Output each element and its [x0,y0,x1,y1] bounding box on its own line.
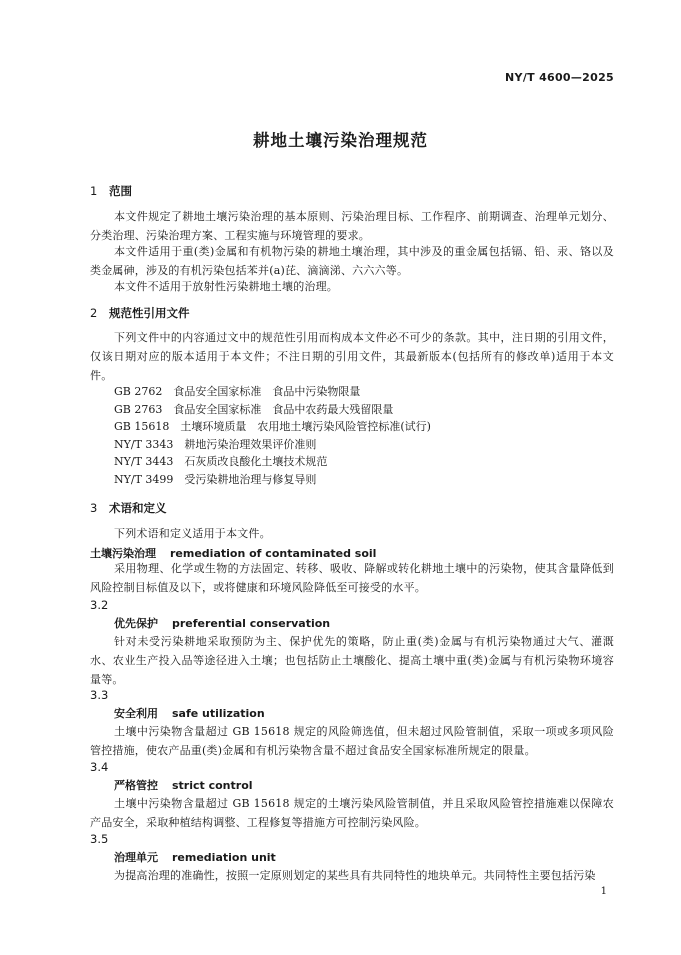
term-definition: 土壤中污染物含量超过 GB 15618 规定的风险筛选值，但未超过风险管制值，采取一项或多项风险管控措施，使农产品重(类)金属和有机污染物含量不超过食品安全国家标准所规定的限量。 [90,725,614,757]
section-title: 规范性引用文件 [109,306,190,320]
reference-item: GB 2763 食品安全国家标准 食品中农药最大残留限量 [114,403,394,416]
section-title: 术语和定义 [109,501,167,515]
term-english: remediation unit [172,851,276,864]
section-heading-terms [90,500,167,516]
paragraph: 下列术语和定义适用于本文件。 [114,527,271,540]
section-title: 范围 [109,184,132,198]
section-heading-scope [90,183,132,199]
paragraph: 本文件规定了耕地土壤污染治理的基本原则、污染治理目标、工作程序、前期调查、治理单元划分、分类治理、污染治理方案、工程实施与环境管理的要求。 [90,210,614,242]
reference-item: NY/T 3499 受污染耕地治理与修复导则 [114,473,317,486]
section-heading-normative-references [90,305,190,321]
term-english: remediation of contaminated soil [170,547,377,560]
paragraph: 下列文件中的内容通过文中的规范性引用而构成本文件必不可少的条款。其中，注日期的引用文件，仅该日期对应的版本适用于本文件；不注日期的引用文件，其最新版本(包括所有的修改单)适用于本文件。 [90,331,614,382]
section-number: 2 [90,306,98,320]
page-number: 1 [600,886,607,897]
term-chinese: 优先保护 [114,617,158,630]
term-chinese: 严格管控 [114,779,158,792]
reference-item: GB 2762 食品安全国家标准 食品中污染物限量 [114,385,361,398]
term-definition: 土壤中污染物含量超过 GB 15618 规定的土壤污染风险管制值，并且采取风险管控措施难以保障农产品安全，采取种植结构调整、工程修复等措施方可控制污染风险。 [90,797,614,829]
term-definition: 采用物理、化学或生物的方法固定、转移、吸收、降解或转化耕地土壤中的污染物，使其含量降低到风险控制目标值及以下，或将健康和环境风险降低至可接受的水平。 [90,562,614,594]
term-chinese: 土壤污染治理 [90,547,156,560]
term-entry [114,615,330,631]
term-number: 3.3 [90,688,109,702]
term-chinese: 安全利用 [114,707,158,720]
term-english: preferential conservation [172,617,331,630]
term-number: 3.2 [90,598,109,612]
document-title: 耕地土壤污染治理规范 [253,131,428,150]
paragraph: 本文件适用于重(类)金属和有机物污染的耕地土壤治理，其中涉及的重金属包括镉、铅、汞、铬以及类金属砷，涉及的有机污染包括苯并(a)芘、滴滴涕、六六六等。 [90,245,614,277]
term-number: 3.5 [90,832,109,846]
term-english: strict control [172,779,253,792]
term-definition: 针对未受污染耕地采取预防为主、保护优先的策略，防止重(类)金属与有机污染物通过大气、灌溉水、农业生产投入品等途径进入土壤；也包括防止土壤酸化、提高土壤中重(类)金属与有机污染物环境容量等。 [90,635,614,686]
section-number: 1 [90,184,98,198]
term-definition: 为提高治理的准确性，按照一定原则划定的某些具有共同特性的地块单元。共同特性主要包括污染 [114,869,596,882]
term-number: 3.4 [90,760,109,774]
reference-item: NY/T 3443 石灰质改良酸化土壤技术规范 [114,455,328,468]
section-number: 3 [90,501,98,515]
reference-item: NY/T 3343 耕地污染治理效果评价准则 [114,438,317,451]
term-entry [114,705,265,721]
paragraph: 本文件不适用于放射性污染耕地土壤的治理。 [114,280,338,293]
reference-item: GB 15618 土壤环境质量 农用地土壤污染风险管控标准(试行) [114,420,431,433]
term-entry [114,849,276,865]
standard-number: NY/T 4600—2025 [505,71,614,84]
term-entry [114,777,253,793]
term-english: safe utilization [172,707,265,720]
term-chinese: 治理单元 [114,851,158,864]
